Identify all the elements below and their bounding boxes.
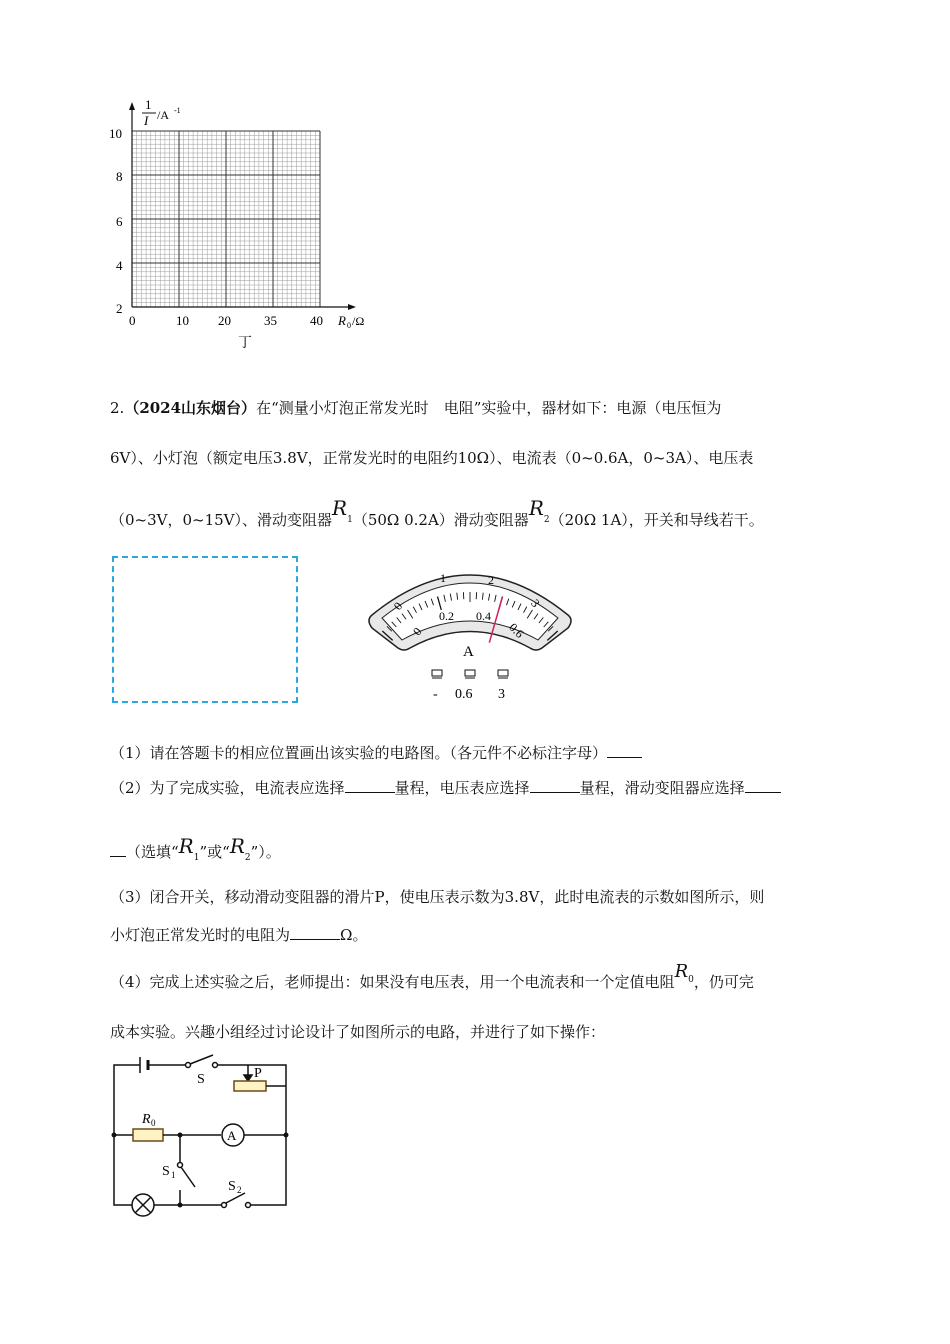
sub-q2-r2-sub: 2 <box>244 853 251 863</box>
q2-text-1: 在“测量小灯泡正常发光时 电阻”实验中，器材如下：电源（电压恒为 <box>256 399 722 417</box>
sub-q2-text-f: ”）。 <box>250 843 281 861</box>
q2-text-3c: （20Ω 1A），开关和导线若干。 <box>549 511 764 529</box>
junction-dot <box>284 1133 289 1138</box>
sub-q3-line2 <box>110 925 367 945</box>
y-tick: 2 <box>116 301 123 316</box>
sub-q2-r2: R <box>229 834 245 858</box>
x-tick: 10 <box>176 313 189 328</box>
x-tick: 0 <box>129 313 136 328</box>
switch-s1-blade[interactable] <box>181 1167 195 1187</box>
switch-s-contact <box>186 1063 191 1068</box>
q2-r2-sub: 2 <box>543 515 550 525</box>
wire <box>114 1065 140 1135</box>
graph-ding <box>100 95 390 360</box>
q2-r1: R <box>332 496 348 520</box>
sub-q4-text-b: ，仍可完 <box>693 973 754 991</box>
figure-caption: 丁 <box>238 336 252 351</box>
label-s1-sub: 1 <box>171 1170 176 1180</box>
label-r0: R <box>142 1112 151 1127</box>
x-axis-arrow <box>348 304 356 310</box>
sub-q2-line2 <box>110 834 281 868</box>
label-s2: S <box>228 1179 236 1194</box>
y-tick: 6 <box>116 214 123 229</box>
sub-q4-line2: 成本实验。兴趣小组经过讨论设计了如图所示的电路，并进行了如下操作： <box>110 1023 606 1041</box>
meter-bottom-label: 0.4 <box>476 609 491 623</box>
rheostat-arrow <box>244 1075 252 1081</box>
blank-resistance[interactable] <box>290 925 340 940</box>
label-s2-sub: 2 <box>237 1185 242 1195</box>
terminal[interactable] <box>465 670 475 678</box>
x-axis-label-unit: /Ω <box>352 314 365 328</box>
sub-q3-text-b: 小灯泡正常发光时的电阻为 <box>110 926 291 944</box>
q2-line1 <box>110 398 721 418</box>
x-axis-label-sub: 0 <box>347 321 351 330</box>
y-tick: 8 <box>116 169 123 184</box>
sub-q2-r1-sub: 1 <box>193 853 200 863</box>
wire <box>251 1135 286 1205</box>
switch-s-blade[interactable] <box>190 1055 213 1064</box>
y-axis-label-den: I <box>144 113 149 128</box>
q2-text-3b: （50Ω 0.2A）滑动变阻器 <box>352 511 529 529</box>
label-s1: S <box>162 1164 170 1179</box>
sub-q2-text-a: （2）为了完成实验，电流表应选择 <box>110 779 345 797</box>
switch-s2-contact <box>246 1203 251 1208</box>
meter-top-label: 1 <box>440 571 446 585</box>
meter-bottom-label: 0.2 <box>439 609 454 623</box>
blank-voltmeter-range[interactable] <box>530 778 580 793</box>
junction-dot <box>178 1203 183 1208</box>
terminal[interactable] <box>498 670 508 678</box>
terminal-label: - <box>433 687 438 702</box>
meter-top-label: 3 <box>528 596 543 611</box>
wire <box>114 1135 132 1205</box>
sub-q4-r0-sub: 0 <box>688 975 694 985</box>
terminal[interactable] <box>432 670 442 678</box>
sub-q2-r1: R <box>178 834 194 858</box>
blank-rheostat[interactable] <box>745 778 781 793</box>
sub-q4-line1 <box>110 961 754 998</box>
sub-q1-text: （1）请在答题卡的相应位置画出该实验的电路图。（各元件不必标注字母） <box>110 744 608 762</box>
q2-line2: 6V）、小灯泡（额定电压3.8V，正常发光时的电阻约10Ω）、电流表（0~0.6A，0~3A）、电压表 <box>110 449 754 467</box>
rheostat[interactable] <box>234 1081 266 1091</box>
terminal-label: 0.6 <box>455 687 473 702</box>
x-tick: 40 <box>310 313 323 328</box>
sub-q3-line1: （3）闭合开关，移动滑动变阻器的滑片P，使电压表示数为3.8V，此时电流表的示数如图所示，则 <box>110 888 765 906</box>
terminal-label: 3 <box>498 687 505 702</box>
label-r0-sub: 0 <box>151 1118 156 1128</box>
y-tick: 4 <box>116 258 123 273</box>
answer-box[interactable] <box>112 556 298 703</box>
switch-s-contact <box>213 1063 218 1068</box>
sub-q4-r0: R <box>674 961 689 982</box>
sub-q2-text-b: 量程，电压表应选择 <box>394 779 530 797</box>
junction-dot <box>178 1133 183 1138</box>
label-s: S <box>197 1072 205 1087</box>
meter-unit-label: A <box>463 644 474 660</box>
sub-q2-text-d: （选填“ <box>126 843 179 861</box>
blank-1[interactable] <box>607 743 642 758</box>
label-p: P <box>254 1066 262 1081</box>
blank-rheostat-cont[interactable] <box>110 842 126 857</box>
sub-q2-line1 <box>110 778 781 798</box>
q2-number: 2. <box>110 399 125 417</box>
sub-q2-text-c: 量程，滑动变阻器应选择 <box>579 779 745 797</box>
label-ammeter: A <box>227 1128 237 1143</box>
q2-r1-sub: 1 <box>347 515 353 525</box>
y-axis-arrow <box>129 102 135 110</box>
x-axis-label: R <box>338 313 346 328</box>
sub-q4-text-a: （4）完成上述实验之后，老师提出：如果没有电压表，用一个电流表和一个定值电阻 <box>110 973 675 991</box>
meter-bottom-label: 0.6 <box>506 620 527 641</box>
y-axis-label-exp: -1 <box>174 106 181 115</box>
q2-source: （2024山东烟台） <box>124 399 257 417</box>
switch-s2-blade[interactable] <box>226 1193 245 1203</box>
sub-q2-text-e: ”或“ <box>199 843 230 861</box>
q2-r2: R <box>528 496 544 520</box>
meter-top-label: 2 <box>488 573 494 587</box>
y-axis-label-num: 1 <box>145 97 152 112</box>
q2-line3 <box>110 496 764 536</box>
blank-ammeter-range[interactable] <box>345 778 395 793</box>
circuit-diagram <box>100 1045 305 1225</box>
switch-s1-contact <box>178 1163 183 1168</box>
y-tick: 10 <box>109 126 122 141</box>
x-tick: 20 <box>218 313 231 328</box>
ammeter-figure <box>360 560 580 705</box>
junction-dot <box>112 1133 117 1138</box>
q2-text-3a: （0~3V，0~15V）、滑动变阻器 <box>110 511 333 529</box>
switch-s2-contact <box>222 1203 227 1208</box>
meter-top-label: 0 <box>390 599 406 613</box>
meter-bottom-label: 0 <box>409 624 425 639</box>
y-axis-label-unit: /A <box>157 108 169 122</box>
sub-q1 <box>110 743 642 763</box>
resistor-r0 <box>133 1129 163 1141</box>
sub-q3-text-c: Ω。 <box>340 926 368 944</box>
x-tick: 35 <box>264 313 277 328</box>
